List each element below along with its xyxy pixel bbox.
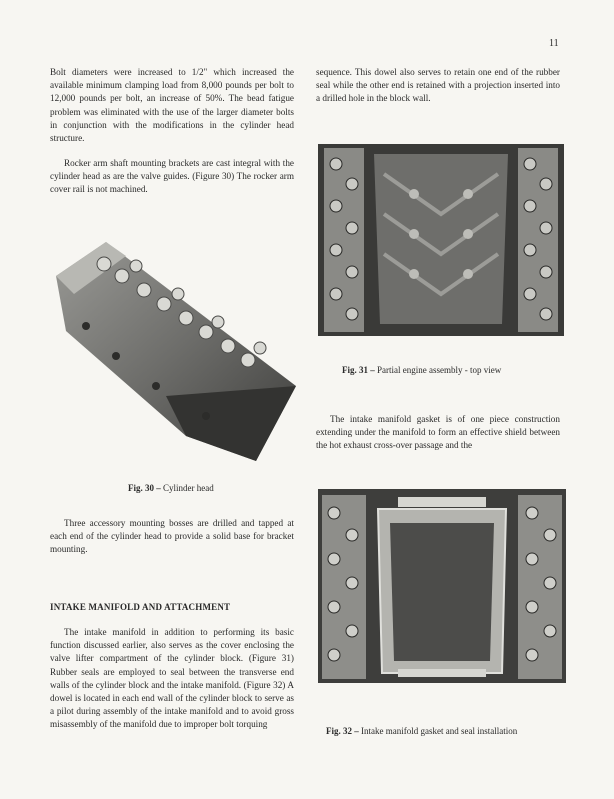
cylinder-head-photo bbox=[46, 236, 308, 472]
figure-30-caption bbox=[128, 483, 214, 493]
paragraph-rocker-arm: Rocker arm shaft mounting brackets are cast integral with the cylinder head as are the valve guides. (Figure 30) The rocker arm cover rail is not machined. bbox=[50, 158, 294, 195]
paragraph-accessory-bosses: Three accessory mounting bosses are drilled and tapped at each end of the cylinder head to provide a solid base for bracket mounting. bbox=[50, 518, 294, 555]
section-heading-intake-manifold: INTAKE MANIFOLD AND ATTACHMENT bbox=[50, 602, 231, 612]
figure-31-label: Fig. 31 – bbox=[342, 365, 375, 375]
paragraph-dowel-sequence: sequence. This dowel also serves to retain one end of the rubber seal while the other end is retained with a projection inserted into a drilled hole in the block wall. bbox=[316, 67, 560, 104]
figure-31-text: Partial engine assembly - top view bbox=[377, 365, 502, 375]
figure-30-label: Fig. 30 – bbox=[128, 483, 161, 493]
paragraph-intake-gasket: The intake manifold gasket is of one piece construction extending under the manifold to form an effective shield between the hot exhaust cross-over passage and the bbox=[316, 414, 560, 451]
figure-30-text: Cylinder head bbox=[163, 483, 214, 493]
figure-32-label: Fig. 32 – bbox=[326, 726, 359, 736]
paragraph-bolt-diameters: Bolt diameters were increased to 1/2" which increased the available minimum clamping load from 8,000 pounds per bolt to 12,000 pounds per bolt, an increase of 50%. The bead fatigue problem was eliminated with the use of the larger diameter bolts in conjunction with the modifications in the cylinder head structure. bbox=[50, 67, 294, 144]
figure-32-text: Intake manifold gasket and seal installation bbox=[361, 726, 518, 736]
paragraph-intake-manifold: The intake manifold in addition to performing its basic function discussed earlier, also serves as the cover enclosing the valve lifter compartment of the cylinder block. (Figure 31) Rubber seals are employed to seal between the transverse end walls of the cylinder block and the intake manifold. (Figure 32) A dowel is located in each end wall of the cylinder block to serve as a pilot during assembly of the intake manifold and to avoid gross misassembly of the manifold due to improper bolt torquing bbox=[50, 627, 294, 730]
partial-engine-assembly-photo bbox=[318, 144, 564, 336]
page-number: 11 bbox=[549, 38, 559, 49]
figure-31-caption bbox=[342, 365, 501, 375]
gasket-installation-photo bbox=[318, 489, 566, 683]
figure-32-caption bbox=[326, 726, 517, 736]
